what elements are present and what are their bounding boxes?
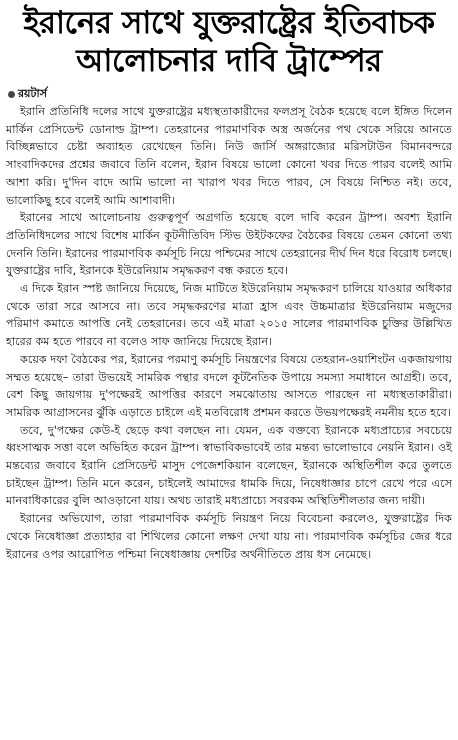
paragraph-5: তবে, দু'পক্ষের কেউ-ই ছেড়ে কথা বলছেন না। যেমন, এক বক্তব্যে ইরানকে মধ্যপ্রাচ্যের সবচেয়ে ধ্বংসাত্মক সত্তা বলে অভিহিত করেন ট্রাম্প। স্বাভাবিকভাবেই তার মন্তব্য ভালোভাবে নেয়নি ইরান। ওই মন্তব্যের জবাবে ইরানি প্রেসিডেন্ট মাসুদ পেজেশকিয়ান বলেছেন, ইরানকে অস্থিতিশীল করে তুলতে চাইছেন ট্রাম্প। তিনি মনে করেন, চাইলেই আমাদের ধামকি দিয়ে, নিষেধাজ্ঞার চাপে রেখে পরে এসে মানবাধিকারের বুলি আওড়ানো যায়। অথচ তারাই মধ্যপ্রাচ্যে সবরকম অস্থিতিশীলতার জন্য দায়ী। <box>6 423 452 508</box>
paragraph-3: এ দিকে ইরান স্পষ্ট জানিয়ে দিয়েছে, নিজ মাটিতে ইউরেনিয়াম সমৃদ্ধকরণ চালিয়ে যাওয়ার অধিকার থেকে তারা সরে আসবে না। তবে সমৃদ্ধকরণের মাত্রা হ্রাস এবং উচ্চমাত্রার ইউরেনিয়াম মজুদের পরিমাণ কমাতে আপত্তি নেই তেহরানের। তবে এই মাত্রা ২০১৫ সালের পারমাণবিক চুক্তির উল্লিখিত হারের কম হতে পারবে না বলেও সাফ জানিয়ে দিয়েছে ইরান। <box>6 282 452 349</box>
headline-line-1: ইরানের সাথে যুক্তরাষ্ট্রের ইতিবাচক <box>23 5 435 41</box>
paragraph-1: ইরানি প্রতিনিধি দলের সাথে যুক্তরাষ্ট্রের মধ্যস্থতাকারীদের ফলপ্রসূ বৈঠক হয়েছে বলে ইঙ্গিত দিলেন মার্কিন প্রেসিডেন্ট ডোনাল্ড ট্রাম্প। তেহরানের পারমাণবিক অস্ত্র অর্জনের পথ থেকে সরিয়ে আনতে বিচ্ছিন্নভাবে চেষ্টা অব্যাহত রেখেছেন তিনি। নিউ জার্সি অঙ্গরাজ্যের মরিসটাউন বিমানবন্দরে সাংবাদিকদের প্রশ্নের জবাবে তিনি বলেন, ইরান বিষয়ে ভালো কোনো খবর দিতে পারব বলেই আমি আশা করি। দু'দিন বাদে আমি ভালো না খারাপ খবর দিতে পারব, সে বিষয়ে নিশ্চিত নই। তবে, ভালোকিছু হবে বলেই আমি আশাবাদী। <box>6 105 452 207</box>
headline-line-2: আলোচনার দাবি ট্রাম্পের <box>76 43 382 79</box>
byline-row <box>6 87 452 101</box>
bullet-icon <box>8 91 15 98</box>
paragraph-4: কয়েক দফা বৈঠকের পর, ইরানের পরমাণু কর্মসূচি নিয়ন্ত্রণের বিষয়ে তেহরান-ওয়াশিংটন একজায়গায় সম্মত হয়েছে– তারা উভয়েই সামরিক পন্থার বদলে কূটনৈতিক উপায়ে সমস্যা সমাধানে আগ্রহী। তবে, বেশ কিছু জায়গায় দু'পক্ষেরই আপত্তির কারণে সমঝোতায় আসতে পারছেন না মধ্যস্থতাকারীরা। সামরিক আগ্রাসনের ঝুঁকি এড়াতে চাইলে এই মতবিরোধ প্রশমন করতে উভয়পক্ষেরই নমনীয় হতে হবে। <box>6 352 452 419</box>
byline: রয়টার্স <box>18 87 47 100</box>
article-headline <box>6 4 452 80</box>
paragraph-2: ইরানের সাথে আলোচনায় গুরুত্বপূর্ণ অগ্রগতি হয়েছে বলে দাবি করেন ট্রাম্প। অবশ্য ইরানি প্রতিনিধিদলের সাথে বিশেষ মার্কিন কূটনীতিবিদ স্টিভ উইটকফের বৈঠকের বিষয়ে তেমন কোনো তথ্য দেননি তিনি। ইরানের পারমাণবিক কর্মসূচি নিয়ে পশ্চিমের সাথে তেহরানের দীর্ঘ দিন ধরে বিরোধ চলছে। যুক্তরাষ্ট্রের দাবি, ইরানকে ইউরেনিয়াম সমৃদ্ধকরণ বন্ধ করতে হবে। <box>6 211 452 278</box>
article-body <box>6 103 452 563</box>
paragraph-6: ইরানের অভিযোগ, তারা পারমাণবিক কর্মসূচি নিয়ন্ত্রণ নিয়ে বিবেচনা করলেও, যুক্তরাষ্ট্রের দিক থেকে নিষেধাজ্ঞা প্রত্যাহার বা শিথিলের কোনো লক্ষণ দেখা যায় না। পারমাণবিক কর্মসূচির জের ধরে ইরানের ওপর আরোপিত পশ্চিমা নিষেধাজ্ঞায় দেশটির অর্থনীতিতে প্রায় ধস নেমেছে। <box>6 512 452 561</box>
